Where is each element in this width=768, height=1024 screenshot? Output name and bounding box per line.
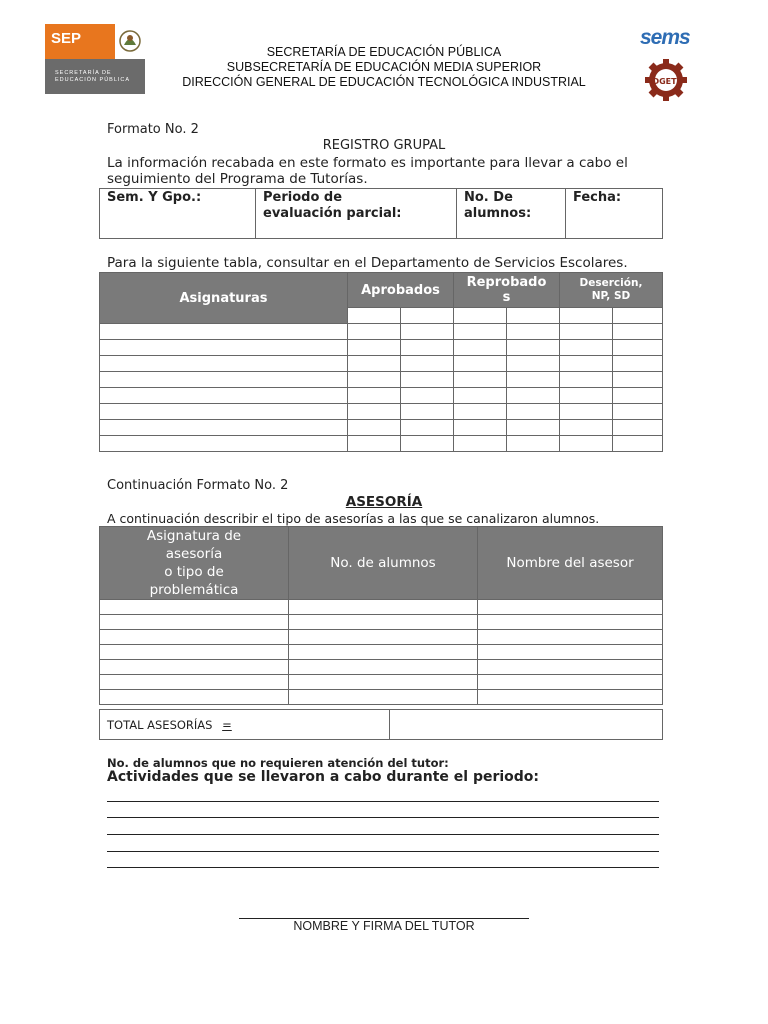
asesoria-table	[99, 526, 663, 705]
asesoria-cell[interactable]	[100, 660, 289, 675]
activity-line-5[interactable]	[107, 867, 659, 868]
total-asesorias-equals: =	[222, 717, 232, 732]
col-reprobados-1: Reprobado	[466, 275, 547, 290]
subject-value-cell[interactable]	[613, 404, 663, 420]
asesoria-cell[interactable]	[100, 615, 289, 630]
subject-value-cell[interactable]	[348, 404, 401, 420]
subject-name-cell[interactable]	[100, 420, 348, 436]
asesoria-cell[interactable]	[478, 690, 663, 705]
subject-value-cell[interactable]	[401, 388, 454, 404]
header-line-3: DIRECCIÓN GENERAL DE EDUCACIÓN TECNOLÓGICA INDUSTRIAL	[182, 75, 586, 89]
col-aprobados: Aprobados	[348, 273, 454, 308]
subject-value-cell[interactable]	[454, 388, 507, 404]
subject-value-cell[interactable]	[560, 404, 613, 420]
table-row	[100, 660, 663, 675]
desercion-sub-1[interactable]	[560, 308, 613, 324]
subject-name-cell[interactable]	[100, 404, 348, 420]
asesoria-cell[interactable]	[289, 660, 478, 675]
subject-value-cell[interactable]	[454, 436, 507, 452]
table-row	[100, 645, 663, 660]
col-desercion-1: Deserción,	[579, 277, 643, 289]
asesoria-cell[interactable]	[289, 675, 478, 690]
asesoria-cell[interactable]	[289, 600, 478, 615]
reprobados-sub-2[interactable]	[507, 308, 560, 324]
subject-value-cell[interactable]	[560, 388, 613, 404]
subject-value-cell[interactable]	[507, 340, 560, 356]
sem-gpo-label: Sem. Y Gpo.:	[107, 190, 202, 205]
col-reprobados-2: s	[502, 290, 511, 305]
subject-value-cell[interactable]	[348, 324, 401, 340]
subject-value-cell[interactable]	[507, 324, 560, 340]
asesoria-cell[interactable]	[100, 645, 289, 660]
subject-value-cell[interactable]	[348, 356, 401, 372]
header-line-2: SUBSECRETARÍA DE EDUCACIÓN MEDIA SUPERIOR	[226, 60, 542, 74]
asesoria-title: ASESORÍA	[345, 494, 423, 510]
sems-logo: sems	[640, 26, 690, 49]
table-row	[100, 615, 663, 630]
subject-value-cell[interactable]	[613, 340, 663, 356]
subject-value-cell[interactable]	[560, 436, 613, 452]
asesoria-cell[interactable]	[100, 690, 289, 705]
periodo-label-1: Periodo de	[263, 190, 343, 205]
continuation-label: Continuación Formato No. 2	[107, 478, 289, 493]
subject-value-cell[interactable]	[348, 436, 401, 452]
table-row	[100, 630, 663, 645]
subject-value-cell[interactable]	[507, 356, 560, 372]
table-row	[100, 340, 663, 356]
subjects-table	[99, 272, 663, 452]
subject-value-cell[interactable]	[507, 388, 560, 404]
asesoria-cell[interactable]	[478, 645, 663, 660]
fecha-label: Fecha:	[573, 190, 622, 205]
periodo-label-2: evaluación parcial:	[263, 206, 402, 221]
activity-line-3[interactable]	[107, 834, 659, 835]
subject-name-cell[interactable]	[100, 388, 348, 404]
subject-name-cell[interactable]	[100, 372, 348, 388]
periodo-cell[interactable]	[256, 189, 457, 239]
intro-line-1: La información recabada en este formato es importante para llevar a cabo el	[107, 155, 628, 171]
info-table	[99, 188, 663, 239]
activities-label: Actividades que se llevaron a cabo durante el periodo:	[107, 769, 540, 785]
table-row	[100, 420, 663, 436]
col-asignaturas: Asignaturas	[100, 273, 348, 324]
subject-value-cell[interactable]	[401, 420, 454, 436]
subject-value-cell[interactable]	[348, 372, 401, 388]
subject-value-cell[interactable]	[613, 388, 663, 404]
asesoria-cell[interactable]	[100, 630, 289, 645]
table-row	[100, 690, 663, 705]
sep-logo-text: SEP	[51, 30, 82, 47]
subject-value-cell[interactable]	[454, 340, 507, 356]
table-row	[100, 324, 663, 340]
sep-logo-sub1: SECRETARÍA DE	[55, 70, 112, 76]
subject-value-cell[interactable]	[560, 356, 613, 372]
subject-value-cell[interactable]	[454, 372, 507, 388]
total-asesorias-value[interactable]	[390, 710, 663, 740]
subject-value-cell[interactable]	[401, 372, 454, 388]
asesoria-cell[interactable]	[478, 600, 663, 615]
subject-name-cell[interactable]	[100, 340, 348, 356]
asesoria-cell[interactable]	[289, 690, 478, 705]
col-nombre-asesor: Nombre del asesor	[478, 527, 663, 600]
col-asignatura-asesoria	[100, 527, 289, 600]
table-row	[100, 675, 663, 690]
alumnos-label-1: No. De	[464, 190, 513, 205]
subject-value-cell[interactable]	[401, 404, 454, 420]
col-desercion	[560, 273, 663, 308]
subject-value-cell[interactable]	[454, 404, 507, 420]
subject-value-cell[interactable]	[454, 420, 507, 436]
subject-value-cell[interactable]	[613, 324, 663, 340]
subject-value-cell[interactable]	[507, 420, 560, 436]
col-no-alumnos: No. de alumnos	[289, 527, 478, 600]
subject-value-cell[interactable]	[454, 324, 507, 340]
table-row	[100, 600, 663, 615]
subject-value-cell[interactable]	[401, 356, 454, 372]
col-asesoria-line-3: o tipo de	[164, 564, 224, 580]
subject-value-cell[interactable]	[560, 324, 613, 340]
subject-value-cell[interactable]	[613, 436, 663, 452]
table-row	[100, 372, 663, 388]
total-table	[99, 709, 663, 740]
asesoria-cell[interactable]	[289, 630, 478, 645]
subject-value-cell[interactable]	[560, 340, 613, 356]
no-attention-label: No. de alumnos que no requieren atención del tutor:	[107, 756, 449, 770]
total-asesorias-cell	[100, 710, 390, 740]
col-reprobados	[454, 273, 560, 308]
consult-note: Para la siguiente tabla, consultar en el Departamento de Servicios Escolares.	[107, 255, 628, 271]
aprobados-sub-2[interactable]	[401, 308, 454, 324]
subject-value-cell[interactable]	[560, 420, 613, 436]
reprobados-sub-1[interactable]	[454, 308, 507, 324]
header-line-1: SECRETARÍA DE EDUCACIÓN PÚBLICA	[266, 45, 502, 59]
asesoria-cell[interactable]	[478, 675, 663, 690]
table-row	[100, 388, 663, 404]
form-title: REGISTRO GRUPAL	[322, 138, 446, 153]
fecha-cell[interactable]	[566, 189, 663, 239]
alumnos-label-2: alumnos:	[464, 206, 532, 221]
activity-line-1[interactable]	[107, 801, 659, 802]
alumnos-cell[interactable]	[457, 189, 566, 239]
subject-value-cell[interactable]	[613, 420, 663, 436]
subject-value-cell[interactable]	[348, 388, 401, 404]
subject-value-cell[interactable]	[507, 404, 560, 420]
subject-value-cell[interactable]	[348, 420, 401, 436]
subject-value-cell[interactable]	[348, 340, 401, 356]
asesoria-cell[interactable]	[100, 600, 289, 615]
subject-value-cell[interactable]	[401, 340, 454, 356]
subject-value-cell[interactable]	[454, 356, 507, 372]
asesoria-cell[interactable]	[100, 675, 289, 690]
desercion-sub-2[interactable]	[613, 308, 663, 324]
activity-line-4[interactable]	[107, 851, 659, 852]
subject-value-cell[interactable]	[401, 324, 454, 340]
activity-line-2[interactable]	[107, 817, 659, 818]
dgeti-gear-icon	[644, 58, 688, 102]
signature-label: NOMBRE Y FIRMA DEL TUTOR	[293, 919, 475, 933]
asesoria-cell[interactable]	[478, 660, 663, 675]
dgeti-badge-text: DGETI	[652, 77, 680, 86]
asesoria-cell[interactable]	[289, 645, 478, 660]
subject-value-cell[interactable]	[401, 436, 454, 452]
aprobados-sub-1[interactable]	[348, 308, 401, 324]
col-asesoria-line-1: Asignatura de	[146, 528, 242, 544]
total-asesorias-label: TOTAL ASESORÍAS	[107, 717, 213, 732]
col-desercion-2: NP, SD	[591, 290, 631, 302]
subject-name-cell[interactable]	[100, 436, 348, 452]
sem-gpo-cell[interactable]	[100, 189, 256, 239]
table-row	[100, 404, 663, 420]
subject-value-cell[interactable]	[507, 436, 560, 452]
table-row	[100, 436, 663, 452]
subject-value-cell[interactable]	[613, 372, 663, 388]
intro-line-2: seguimiento del Programa de Tutorías.	[107, 171, 368, 187]
subject-value-cell[interactable]	[507, 372, 560, 388]
asesoria-cell[interactable]	[478, 615, 663, 630]
subject-name-cell[interactable]	[100, 356, 348, 372]
asesoria-intro: A continuación describir el tipo de asesorías a las que se canalizaron alumnos.	[107, 511, 600, 526]
col-asesoria-line-2: asesoría	[165, 546, 223, 562]
col-asesoria-line-4: problemática	[149, 582, 239, 598]
table-row	[100, 356, 663, 372]
format-label: Formato No. 2	[107, 122, 199, 137]
sep-logo-sub2: EDUCACIÓN PÚBLICA	[55, 77, 131, 83]
asesoria-cell[interactable]	[289, 615, 478, 630]
subject-name-cell[interactable]	[100, 324, 348, 340]
asesoria-cell[interactable]	[478, 630, 663, 645]
subject-value-cell[interactable]	[613, 356, 663, 372]
subject-value-cell[interactable]	[560, 372, 613, 388]
